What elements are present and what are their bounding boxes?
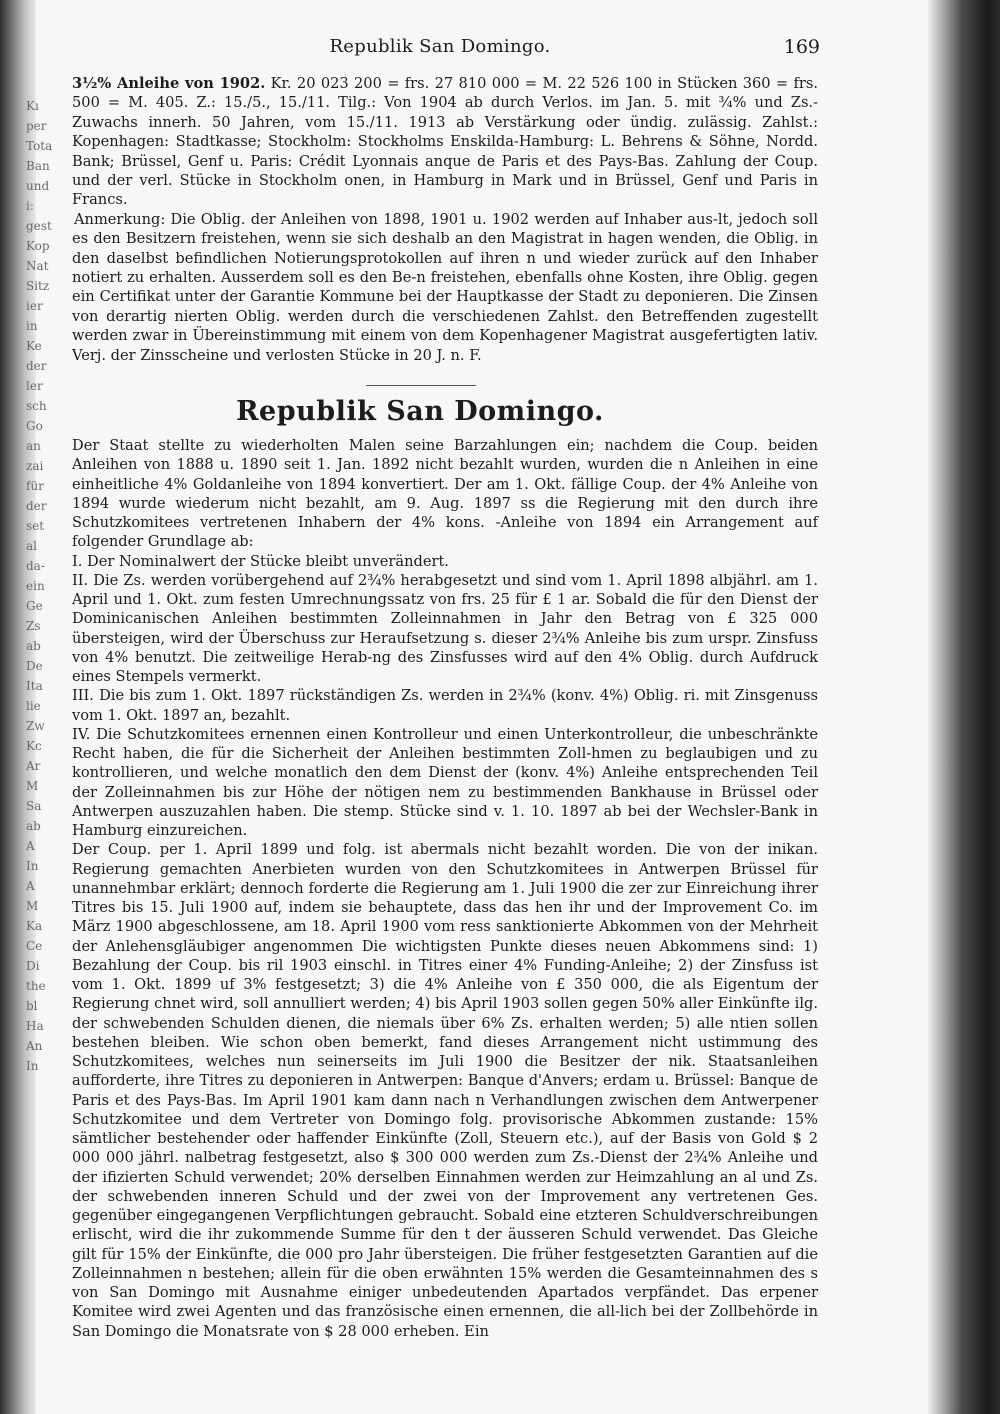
page-edge-shadow — [928, 0, 1000, 1414]
running-title: Republik San Domingo. — [329, 36, 551, 57]
list-item: III. Die bis zum 1. Okt. 1897 rückständigen Zs. werden in 2¾% (konv. 4%) Oblig. ri. mit Zinsgenuss vom 1. Okt. 1897 an, bezahlt. — [72, 687, 818, 724]
margin-fragment: Zs — [26, 619, 41, 633]
margin-fragment: an — [26, 439, 41, 453]
margin-fragment: ier — [26, 299, 43, 313]
margin-fragment: ein — [26, 579, 45, 593]
margin-fragment: bl — [26, 999, 38, 1013]
margin-fragment: M — [26, 899, 39, 913]
paragraph: Der Coup. per 1. April 1899 und folg. ist abermals nicht bezahlt worden. Die von der inikan. Regierung gemachten Anerbieten wurden von den Schutzkomitees in Antwerpen Brüssel für unannehmbar erklärt; dennoch forderte die Regierung am 1. Juli 1900 die zer zur Einreichung ihrer Titres bis 15. Juli 1900 auf, indem sie behauptete, dass das hen ihr und der Improvement Co. im März 1900 abgeschlossene, am 18. April 1900 vom ress sanktionierte Abkommen von der Mehrheit der Anlehensgläubiger angenommen Die wichtigsten Punkte dieses neuen Abkommens sind: 1) Bezahlung der Coup. bis ril 1903 einschl. in Titres einer 4% Funding-Anleihe; 2) der Zinsfuss ist vom 1. Okt. 1899 uf 3% festgesetzt; 3) die 4% Anleihe von £ 350 000, die als Eigentum der Regierung chnet wird, soll annulliert werden; 4) bis April 1903 sollen gegen 50% aller Einkünfte ilg. der schwebenden Schulden dienen, die niemals über 6% Zs. erhalten werden; 5) alle ntien sollen bestehen bleiben. Wie schon oben bemerkt, fand dieses Arrangement nicht ustimmung des Schutzkomitees, welches nun seinerseits im Juli 1900 die Besitzer der nik. Staatsanleihen aufforderte, ihre Titres zu deponieren in Antwerpen: Banque d'Anvers; erdam u. Brüssel: Banque de Paris et des Pays-Bas. Im April 1901 kam dann nach n Verhandlungen zwischen dem Antwerpener Schutzkomitee und dem Vertreter von Domingo folg. provisorische Abkommen zustande: 15% sämtlicher bestehender oder haffender Einkünfte (Zoll, Steuern etc.), auf der Basis von Gold $ 2 000 000 jährl. nalbetrag festgesetzt, also $ 300 000 werden zum Zs.-Dienst der 2¾% Anleihe und der ifizierten Schuld verwendet; 20% derselben Einnahmen werden zur Heimzahlung an al und Zs. der schwebenden inneren Schuld und der zwei von der Improvement any vertretenen Ges. gegenüber eingegangenen Verpflichtungen gebraucht. Sobald eine etzteren Schuldverschreibungen erlischt, wird die ihr zukommende Summe für den t der äusseren Schuld verwendet. Das Gleiche gilt für 15% der Einkünfte, die 000 pro Jahr übersteigen. Die früher festgesetzten Garantien auf die Zolleinnahmen n bestehen; allein für die oben erwähnten 15% werden die Gesamteinnahmen des s von San Domingo mit Ausnahme einiger unbedeutenden Apartados verpfändet. Das erpener Komitee wird zwei Agenten und das französische einen ernennen, die all-lich bei der Zollbehörde in San Domingo die Monatsrate von $ 28 000 erheben. Ein — [72, 841, 818, 1340]
list-item: I. Der Nominalwert der Stücke bleibt unverändert. — [72, 552, 449, 570]
margin-fragment: da- — [26, 559, 45, 573]
section-heading: Republik San Domingo. — [236, 396, 604, 427]
margin-fragment: Ka — [26, 919, 43, 933]
margin-fragment: al — [26, 539, 37, 553]
margin-fragment: zai — [26, 459, 44, 473]
margin-fragment: gest — [26, 219, 52, 233]
paragraph-lead: 3½% Anleihe von 1902. — [72, 75, 266, 92]
margin-fragment: In — [26, 859, 39, 873]
margin-fragment: ler — [26, 379, 43, 393]
margin-fragment: M — [26, 779, 39, 793]
paragraph: Der Staat stellte zu wiederholten Malen seine Barzahlungen ein; nachdem die Coup. beiden Anleihen von 1888 u. 1890 seit 1. Jan. 1892 nicht bezahlt wurden, wurden die n Anleihen in eine einheitliche 4% Goldanleihe von 1894 konvertiert. Der am 1. Okt. fällige Coup. der 4% Anleihe von 1894 wurde wiederum nicht bezahlt, am 9. Aug. 1897 ss die Regierung mit den durch ihre Schutzkomitees vertretenen Inhabern der 4% kons. -Anleihe von 1894 ein Arrangement auf folgender Grundlage ab: — [72, 437, 818, 551]
margin-fragment: und — [26, 179, 50, 193]
paragraph — [72, 74, 818, 210]
margin-fragment: per — [26, 119, 47, 133]
margin-fragment: A — [26, 839, 35, 853]
facing-page-fragments — [26, 96, 70, 1386]
margin-fragment: i: — [26, 199, 34, 213]
list-item: IV. Die Schutzkomitees ernennen einen Kontrolleur und einen Unterkontrolleur, die unbeschränkte Recht haben, die für die Sicherheit der Anleihen bestimmten Zoll-hmen zu beglaubigen und zu kontrollieren, und welche monatlich den dem Dienst der (konv. 4%) Anleihe entsprechenden Teil der Zolleinnahmen bis zur Höhe der nötigen nem zu bestimmenden Bankhause in Brüssel oder Antwerpen auszuzahlen haben. Die stemp. Stücke sind v. 1. 10. 1897 ab bei der Wechsler-Bank in Hamburg einzureichen. — [72, 725, 818, 839]
margin-fragment: the — [26, 979, 46, 993]
margin-fragment: Di — [26, 959, 40, 973]
margin-fragment: Ge — [26, 599, 43, 613]
margin-fragment: In — [26, 1059, 39, 1073]
margin-fragment: Nat — [26, 259, 49, 273]
margin-fragment: in — [26, 319, 38, 333]
list-item: II. Die Zs. werden vorübergehend auf 2¾% herabgesetzt und sind vom 1. April 1898 albjährl. am 1. April und 1. Okt. zum festen Umrechnungssatz von frs. 25 für £ 1 ar. Sobald die für den Dienst der Dominicanischen Anleihen bestimmten Zolleinnahmen in Jahr den Betrag von £ 325 000 übersteigen, wird der Überschuss zur Heraufsetzung s. dieser 2¾% Anleihe bis zum urspr. Zinsfuss von 4% benutzt. Die zeitweilige Herab-ng des Zinsfusses wird auf den 4% Oblig. durch Aufdruck eines Stempels vermerkt. — [72, 571, 818, 685]
margin-fragment: Kı — [26, 99, 39, 113]
margin-fragment: Ke — [26, 339, 42, 353]
margin-fragment: Sa — [26, 799, 42, 813]
margin-fragment: sch — [26, 399, 47, 413]
margin-fragment: der — [26, 359, 47, 373]
margin-fragment: Go — [26, 419, 43, 433]
margin-fragment: Kc — [26, 739, 42, 753]
section-body — [72, 436, 818, 1341]
margin-fragment: Ha — [26, 1019, 44, 1033]
margin-fragment: der — [26, 499, 47, 513]
paragraph-text: Kr. 20 023 200 = frs. 27 810 000 = M. 22 526 100 in Stücken 360 = frs. 500 = M. 405. Z.: 15./5., 15./11. Tilg.: Von 1904 ab durch Verlos. im Jan. 5. mit ¾% und Zs.-Zuwachs innerh. 50 Jahren, vom 15./11. 1913 ab Verstärkung oder ündig. zulässig. Zahlst.: Kopenhagen: Stadtkasse; Stockholm: Stockholms Enskilda-Hamburg: L. Behrens & Söhne, Nordd. Bank; Brüssel, Genf u. Paris: Crédit Lyonnais anque de Paris et des Pays-Bas. Zahlung der Coup. und der verl. Stücke in Stockholm onen, in Hamburg in Mark und in Brüssel, Genf und Paris in Francs. — [72, 75, 818, 209]
margin-fragment: Zw — [26, 719, 45, 733]
page-number: 169 — [783, 36, 820, 58]
margin-fragment: für — [26, 479, 44, 493]
margin-fragment: ab — [26, 819, 41, 833]
margin-fragment: Ita — [26, 679, 43, 693]
margin-fragment: An — [26, 1039, 43, 1053]
margin-fragment: De — [26, 659, 43, 673]
margin-fragment: A — [26, 879, 35, 893]
margin-fragment: Sitz — [26, 279, 50, 293]
margin-fragment: Tota — [26, 139, 53, 153]
section-divider — [366, 385, 476, 386]
margin-fragment: ab — [26, 639, 41, 653]
paragraph: Anmerkung: Die Oblig. der Anleihen von 1898, 1901 u. 1902 werden auf Inhaber aus-lt, jedoch soll es den Besitzern freistehen, wenn sie sich deshalb an den Magistrat in hagen wenden, die Oblig. in den daselbst befindlichen Notierungsprotokollen auf ihren n und wieder zurück auf den Inhaber notiert zu erhalten. Ausserdem soll es den Be-n freistehen, ebenfalls ohne Kosten, ihre Oblig. gegen ein Certifikat unter der Garantie Kommune bei der Hauptkasse der Stadt zu deponieren. Die Zinsen von derartig nierten Oblig. werden durch die verschiedenen Zahlst. den Betreffenden zugestellt werden zwar in Übereinstimmung mit einem von dem Kopenhagener Magistrat ausgefertigten lativ. Verj. der Zinsscheine und verlosten Stücke in 20 J. n. F. — [72, 210, 818, 364]
margin-fragment: Kop — [26, 239, 50, 253]
margin-fragment: Ban — [26, 159, 50, 173]
previous-section-text — [72, 74, 818, 365]
margin-fragment: Ce — [26, 939, 43, 953]
running-head — [60, 36, 820, 60]
margin-fragment: set — [26, 519, 45, 533]
margin-fragment: Ar — [26, 759, 41, 773]
margin-fragment: lie — [26, 699, 41, 713]
